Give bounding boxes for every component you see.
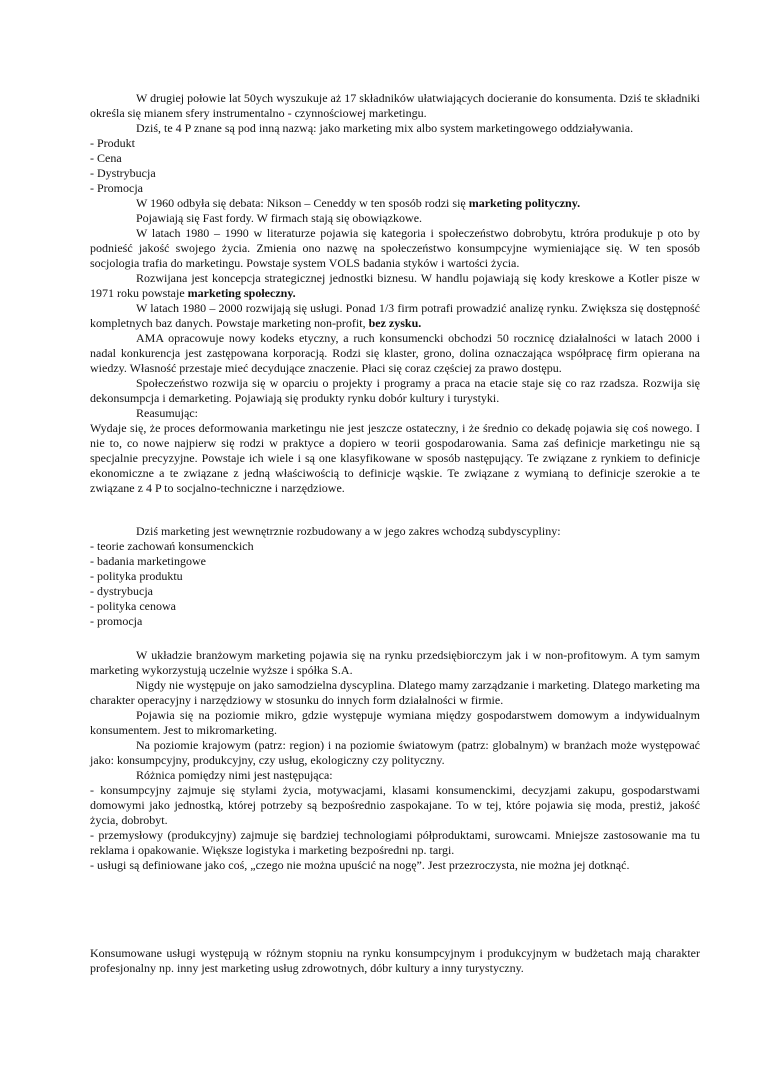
four-p-paragraph: Dziś, te 4 P znane są pod inną nazwą: jako marketing mix albo system marketingowego oddziaływania.	[136, 121, 634, 135]
levels-paragraph: Na poziomie krajowym (patrz: region) i na poziomie światowym (patrz: globalnym) w branżach może występować jako: konsumpcyjny, produkcyjny, czy usług, ekologiczny czy polityczny.	[90, 738, 700, 767]
list-item: - promocja	[90, 614, 143, 628]
subdisciplines-list	[90, 539, 700, 629]
list-item: - badania marketingowe	[90, 554, 206, 568]
fast-fords-paragraph: Pojawiają się Fast fordy. W firmach stają się obowiązkowe.	[136, 211, 423, 225]
consumer-society-paragraph: W latach 1980 – 1990 w literaturze pojawia się kategoria i społeczeństwo dobrobytu, ktróra produkuje p oto by podnieść jakość swojego życia. Zmienia ono nazwę na społeczeństwo konsumpcyjne wymieniające się. W ten sposób socjologia trafia do marketingu. Powstaje system VOLS badania styków i wartości życia.	[90, 226, 700, 270]
spacer	[90, 496, 700, 524]
summary-paragraph: Wydaje się, że proces deformowania marketingu nie jest jeszcze ostateczny, i że średnio co dekadę pojawia się coś nowego. I nie to, co nowe najpierw się rodzi w praktyce a dopiero w teorii gospodarowania. Sama zaś definicje marketingu nie są specjalnie precyzyjne. Powstaje ich wiele i są one klasyfikowane w sposób następujący. Te związane z rynkiem to definicje ekonomiczne a te związane z jedną właściwością to definicje wąskie. Te związane z wymianą to definicje szerokie a te związane z 4 P to socjalno-techniczne i narzędziowe.	[90, 421, 700, 495]
closing-paragraph: Konsumowane usługi występują w różnym stopniu na rynku konsumpcyjnym i produkcyjnym w budżetach mają charakter profesjonalny np. inny jest marketing usług zdrowotnych, dóbr kultury a inny turystyczny.	[90, 946, 700, 975]
intro-paragraph: W drugiej połowie lat 50ych wyszukuje aż 17 składników ułatwiających docieranie do konsumenta. Dziś te składniki określa się mianem sfery instrumentalno - czynnościowej marketingu.	[90, 91, 700, 120]
four-p-list	[90, 136, 700, 196]
spacer	[90, 873, 700, 946]
subdisciplines-intro: Dziś marketing jest wewnętrznie rozbudowany a w jego zakres wchodzą subdyscypliny:	[136, 524, 561, 538]
industrial-marketing-item: - przemysłowy (produkcyjny) zajmuje się bardziej technologiami półproduktami, surowcami. Mniejsze zastosowanie ma tu reklama i opakowanie. Większe logistyka i marketing bezpośredni np. targi.	[90, 828, 700, 857]
list-item: - Cena	[90, 151, 122, 165]
debate-paragraph: W 1960 odbyła się debata: Nikson – Ceneddy w ten sposób rodzi się marketing polityczny.	[136, 196, 581, 210]
list-item: - teorie zachowań konsumenckich	[90, 539, 254, 553]
summary-label: Reasumując:	[136, 406, 198, 420]
discipline-paragraph: Nigdy nie występuje on jako samodzielna dyscyplina. Dlatego mamy zarządzanie i marketing. Dlatego marketing ma charakter operacyjny i narzędziowy w stosunku do innych form działalności w firmie.	[90, 678, 700, 707]
spacer	[90, 629, 700, 648]
list-item: - Dystrybucja	[90, 166, 156, 180]
list-item: - polityka produktu	[90, 569, 183, 583]
social-marketing-term: marketing społeczny.	[187, 286, 296, 300]
list-item: - polityka cenowa	[90, 599, 176, 613]
branch-paragraph: W układzie branżowym marketing pojawia się na rynku przedsiębiorczym jak i w non-profitowym. A tym samym marketing wykorzystują uczelnie wyższe i spółka S.A.	[90, 648, 700, 677]
list-item: - Promocja	[90, 181, 143, 195]
list-item: - dystrybucja	[90, 584, 153, 598]
ama-paragraph: AMA opracowuje nowy kodeks etyczny, a ruch konsumencki obchodzi 50 rocznicę działalności w latach 2000 i nadal konkurencja jest zastępowana korporacją. Rodzi się klaster, grono, dolina oznaczająca współpracę firm opierana na wiedzy. Własność przestaje mieć decydujące znaczenie. Płaci się coraz częściej za prawo dostępu.	[90, 331, 700, 375]
difference-paragraph: Różnica pomiędzy nimi jest następująca:	[136, 768, 333, 782]
political-marketing-term: marketing polityczny.	[468, 196, 581, 210]
kotler-paragraph: Rozwijana jest koncepcja strategicznej jednostki biznesu. W handlu pojawiają się kody kreskowe a Kotler pisze w 1971 roku powstaje marketing społeczny.	[90, 271, 700, 300]
non-profit-term: bez zysku.	[368, 316, 422, 330]
list-item: - Produkt	[90, 136, 135, 150]
society-paragraph: Społeczeństwo rozwija się w oparciu o projekty i programy a praca na etacie staje się co raz rzadsza. Rozwija się dekonsumpcja i demarketing. Pojawiają się produkty rynku dobór kultury i turystyki.	[90, 376, 700, 405]
consumer-marketing-item: - konsumpcyjny zajmuje się stylami życia, motywacjami, klasami konsumenckimi, decyzjami zakupu, gospodarstwami domowymi jako jednostką, której potrzeby są bezpośrednio zaspokajane. To w tej, które pojawia się moda, prestiż, jakość życia, dobrobyt.	[90, 783, 700, 827]
micro-paragraph: Pojawia się na poziomie mikro, gdzie występuje wymiana między gospodarstwem domowym a indywidualnym konsumentem. Jest to mikromarketing.	[90, 708, 700, 737]
services-paragraph: W latach 1980 – 2000 rozwijają się usługi. Ponad 1/3 firm potrafi prowadzić analizę rynku. Zwiększa się dostępność kompletnych baz danych. Powstaje marketing non-profit, bez zysku.	[90, 301, 700, 330]
services-marketing-item: - usługi są definiowane jako coś, „czego nie można upuścić na nogę”. Jest przezroczysta, nie można jej dotknąć.	[90, 858, 630, 872]
